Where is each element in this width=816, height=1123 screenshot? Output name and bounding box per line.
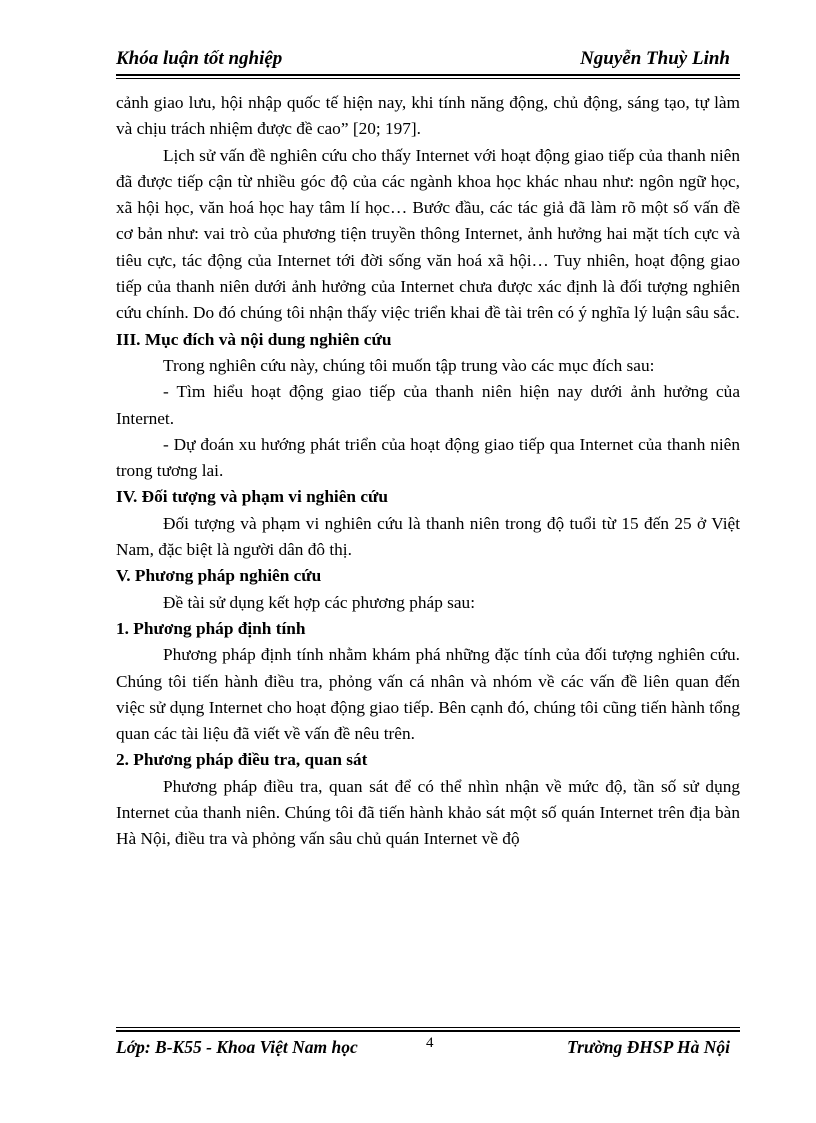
subsection-heading: 2. Phương pháp điều tra, quan sát <box>116 750 368 770</box>
paragraph: cảnh giao lưu, hội nhập quốc tế hiện nay, khi tính năng động, chủ động, sáng tạo, tự làm và chịu trách nhiệm được đề cao” [20; 197]. <box>116 93 740 139</box>
header-rule-thin <box>116 78 740 79</box>
page-footer <box>116 1035 740 1061</box>
section-heading: IV. Đối tượng và phạm vi nghiên cứu <box>116 487 388 507</box>
paragraph: Lịch sử vấn đề nghiên cứu cho thấy Internet với hoạt động giao tiếp của thanh niên đã được tiếp cận từ nhiều góc độ của các ngành khoa học khác nhau như: ngôn ngữ học, xã hội học, văn hoá học hay tâm lí học… Bước đầu, các tác giả đã làm rõ một số vấn đề cơ bản như: vai trò của phương tiện truyền thông Internet, ảnh hưởng hai mặt tích cực và tiêu cực, tác động của Internet tới đời sống văn hoá xã hội… Tuy nhiên, hoạt động giao tiếp của thanh niên dưới ảnh hưởng của Internet chưa được xác định là đối tượng nghiên cứu chính. Do đó chúng tôi nhận thấy việc triển khai đề tài trên có ý nghĩa lý luận sâu sắc. <box>116 145 740 323</box>
footer-rule-thin <box>116 1027 740 1028</box>
header-rule <box>116 74 740 76</box>
page-header <box>116 46 740 72</box>
subsection-heading: 1. Phương pháp định tính <box>116 618 306 638</box>
list-item: - Dự đoán xu hướng phát triển của hoạt động giao tiếp qua Internet của thanh niên trong tương lai. <box>116 434 740 481</box>
paragraph: Đối tượng và phạm vi nghiên cứu là thanh niên trong độ tuổi từ 15 đến 25 ở Việt Nam, đặc biệt là người dân đô thị. <box>116 513 740 560</box>
paragraph: Phương pháp định tính nhằm khám phá những đặc tính của đối tượng nghiên cứu. Chúng tôi tiến hành điều tra, phỏng vấn cá nhân và nhóm về các vấn đề liên quan đến việc sử dụng Internet cho hoạt động giao tiếp. Bên cạnh đó, chúng tôi cũng tiến hành tổng quan các tài liệu đã viết về vấn đề nêu trên. <box>116 645 740 744</box>
list-item: - Tìm hiểu hoạt động giao tiếp của thanh niên hiện nay dưới ảnh hưởng của Internet. <box>116 382 740 428</box>
section-heading: V. Phương pháp nghiên cứu <box>116 566 322 586</box>
page-number: 4 <box>426 1035 434 1051</box>
footer-rule <box>116 1030 740 1032</box>
page-body <box>116 90 740 853</box>
section-heading: III. Mục đích và nội dung nghiên cứu <box>116 329 392 349</box>
paragraph: Phương pháp điều tra, quan sát để có thể nhìn nhận về mức độ, tần số sử dụng Internet của thanh niên. Chúng tôi đã tiến hành khảo sát một số quán Internet trên địa bàn Hà Nội, điều tra và phỏng vấn sâu chủ quán Internet về độ <box>116 776 740 849</box>
header-author: Nguyễn Thuỳ Linh <box>580 48 730 69</box>
paragraph: Trong nghiên cứu này, chúng tôi muốn tập trung vào các mục đích sau: <box>163 355 655 375</box>
paragraph: Đề tài sử dụng kết hợp các phương pháp sau: <box>163 592 475 612</box>
footer-class: Lớp: B-K55 - Khoa Việt Nam học <box>116 1037 358 1057</box>
header-title: Khóa luận tốt nghiệp <box>116 48 283 69</box>
footer-school: Trường ĐHSP Hà Nội <box>567 1037 730 1057</box>
